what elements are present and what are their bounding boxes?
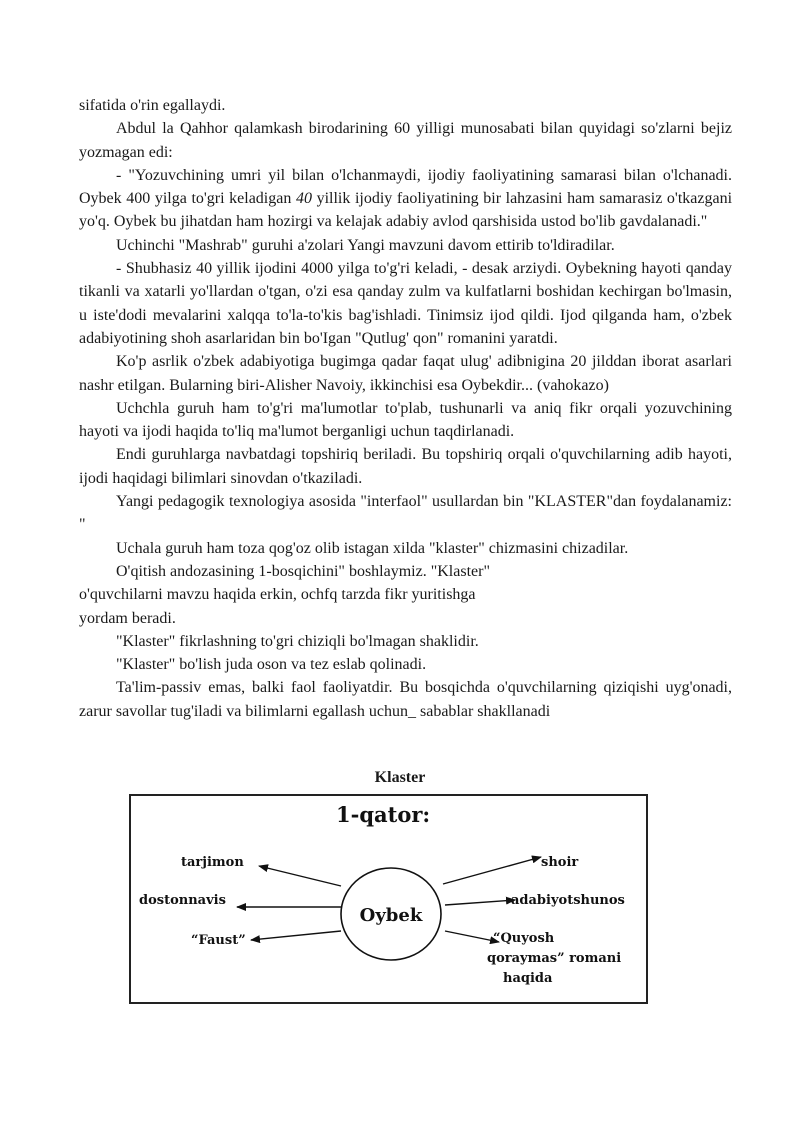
cluster-svg (131, 796, 646, 1002)
node-dostonnavis: dostonnavis (139, 893, 226, 908)
arrow-shoir (443, 857, 541, 884)
paragraph: "Klaster" fikrlashning to'gri chiziqli bo'lmagan shaklidir. (116, 632, 479, 650)
arrow-faust (251, 931, 341, 940)
italic-number: 40 (295, 190, 312, 208)
paragraph: Uchala guruh ham toza qog'oz olib istagan xilda "klaster" chizmasini chizadilar. (116, 539, 629, 557)
paragraph: "Klaster" bo'lish juda oson va tez eslab qolinadi. (116, 656, 427, 674)
paragraph: Ko'p asrlik o'zbek adabiyotiga bugimga qadar faqat ulug' adibnigina 20 jilddan iborat asarlari nashr etilgan. Bularning biri-Alisher Navoiy, ikkinchisi esa Oybekdir... (vahokazo) (79, 353, 732, 394)
quote-text: yillik ijodiy faoliyatining bir lahzasini ham samarasiz o'tkazgani yo'q. Oybek bu jihatdan ham hozirgi va kelajak adabiy avlod qarshisida ustod bo'lib gavdalanadi." (79, 190, 733, 231)
node-faust: “Faust” (191, 933, 246, 948)
node-tarjimon: tarjimon (181, 855, 244, 870)
body-text (79, 94, 732, 723)
diagram-title: 1-qator: (336, 802, 431, 827)
paragraph (79, 164, 732, 234)
paragraph: Ta'lim-passiv emas, balki faol faoliyatdir. Bu bosqichda o'quvchilarning qiziqishi uyg'onadi, zarur savollar tug'iladi va bilimlarni egallash uchun_ sabablar shakllanadi (79, 679, 732, 720)
arrow-tarjimon (259, 866, 341, 886)
paragraph: o'quvchilarni mavzu haqida erkin, ochfq tarzda fikr yuritishga (79, 586, 476, 604)
node-shoir: shoir (541, 855, 579, 870)
paragraph: - Shubhasiz 40 yillik ijodini 4000 yilga to'g'ri keladi, - desak arziydi. Oybekning hayoti qanday tikanli va xatarli yo'llardan o'tgan, o'zi esa qanday zulm va kulfatlarni boshidan kechirgan bo'lmasin, u iste'dodi mevalarini xalqqa to'la-to'kis bag'ishladi. Tinimsiz ijod qildi. Ijod qilganda ham, o'zbek adabiyotining shoh asarlaridan bin bo'Igan "Qutlug' qon" romanini yaratdi. (79, 260, 732, 347)
node-qoraymas: qoraymas” romani (487, 951, 622, 966)
arrow-quyosh (445, 931, 499, 942)
figure-caption: Klaster (374, 769, 426, 786)
quote-text: - "Yozuvchining umri yil bilan o'lchanmaydi, ijodiy faoliyatining samarasi bilan o'lchanadi. Oybek 400 yilga to'gri keladigan (79, 166, 732, 208)
paragraph: Yangi pedagogik texnologiya asosida "interfaol" usullardan bin "KLASTER"dan foydalanamiz: " (79, 493, 732, 534)
node-adabiyotshunos: adabiyotshunos (511, 893, 625, 908)
node-haqida: haqida (503, 971, 553, 986)
paragraph: Uchchla guruh ham to'g'ri ma'lumotlar to'plab, tushunarli va aniq fikr orqali yozuvchining hayoti va ijodi haqida to'liq ma'lumot berganligi uchun taqdirlanadi. (79, 399, 732, 441)
cluster-diagram (129, 794, 648, 1004)
paragraph: sifatida o'rin egallaydi. (79, 97, 226, 114)
paragraph: Abdul la Qahhor qalamkash birodarining 60 yilligi munosabati bilan quyidagi so'zlarni bejiz yozmagan edi: (79, 120, 732, 161)
center-node: Oybek (359, 905, 423, 926)
paragraph: O'qitish andozasining 1-bosqichini" boshlaymiz. "Klaster" (116, 562, 490, 580)
paragraph: yordam beradi. (79, 609, 176, 627)
node-quyosh: “Quyosh (493, 931, 555, 946)
paragraph: Endi guruhlarga navbatdagi topshiriq beriladi. Bu topshiriq orqali o'quvchilarning adib hayoti, ijodi haqidagi bilimlari sinovdan o'tkaziladi. (79, 446, 732, 487)
arrow-adabiyotshunos (445, 900, 515, 905)
paragraph: Uchinchi "Mashrab" guruhi a'zolari Yangi mavzuni davom ettirib to'ldiradilar. (116, 236, 615, 254)
